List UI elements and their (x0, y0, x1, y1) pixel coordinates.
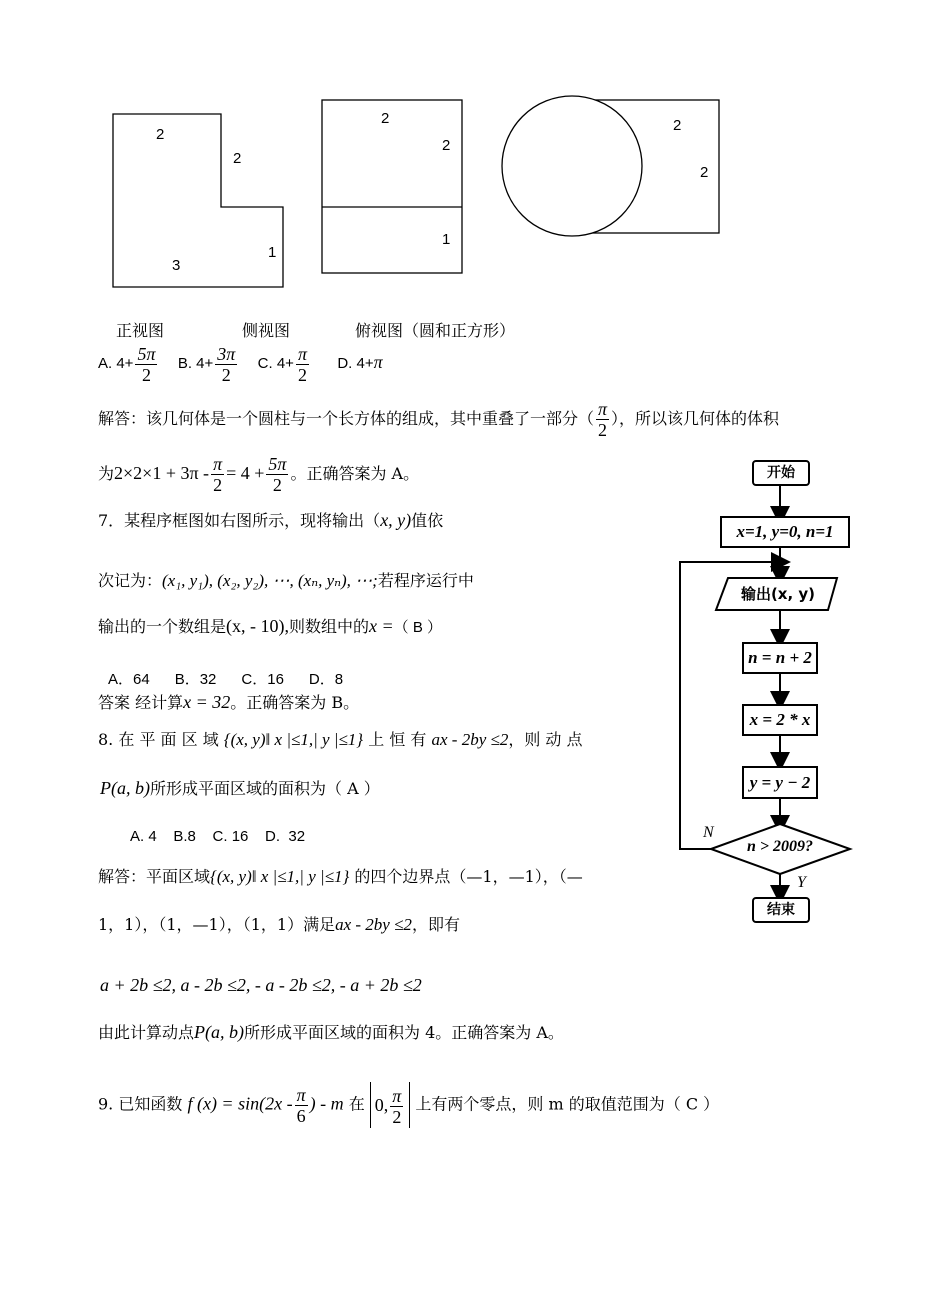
top-label-2: 2 (700, 164, 709, 181)
caption-side: 侧视图 (242, 321, 291, 340)
flowchart-step-y: y = y − 2 (742, 766, 818, 799)
top-label-1: 2 (673, 117, 682, 134)
caption-front: 正视图 (116, 321, 165, 340)
flowchart-output: 输出(x, y) (740, 585, 816, 603)
side-label-top: 2 (381, 110, 390, 127)
caption-top: 俯视图（圆和正方形） (355, 321, 516, 340)
flowchart-step-x: x = 2 * x (742, 704, 818, 736)
front-label-right: 2 (233, 150, 242, 167)
flowchart-no-label: N (703, 824, 714, 841)
q6-option-d: D. 4+π (337, 352, 383, 373)
q8-answer-line1: 解答：平面区域{(x, y)‖ x |≤1,| y |≤1} 的四个边界点（—1，—1），（— (98, 867, 583, 886)
flowchart-init: x=1, y=0, n=1 (720, 516, 850, 548)
q8-line2: P(a, b)所形成平面区域的面积为（ A ） (100, 778, 380, 798)
q7-line1: 7．某程序框图如右图所示，现将输出（x, y)值依 (98, 510, 444, 530)
q6-answer-line2: 为2×2×1 + 3π - $\frac{\pi}{2}$ = 4 + $\frac{5\pi}{2}$ 。正确答案为 A。 (98, 454, 420, 495)
q9-line: 9. 已知函数 f (x) = sin(2x - $\frac{\pi}{6}$ ) - m 在 0, $\frac{\pi}{2}$ 上有两个零点，则 m 的取值范围为（ C ） (98, 1082, 719, 1128)
q7-line3: 输出的一个数组是(x, - 10),则数组中的x =（ B ） (98, 616, 442, 636)
side-label-right: 2 (442, 137, 451, 154)
side-label-lower: 1 (442, 231, 451, 248)
q7-options: A．64 B．32 C．16 D．8 (108, 671, 344, 688)
front-label-top: 2 (156, 126, 165, 143)
q6-option-a: A. 4+ $\frac{5\pi}{2}$ (98, 344, 156, 385)
q8-answer-line4: 由此计算动点P(a, b)所形成平面区域的面积为 4。正确答案为 A。 (98, 1022, 564, 1042)
q8-answer-inequalities: a + 2b ≤2, a - 2b ≤2, - a - 2b ≤2, - a + 2b ≤2 (100, 975, 422, 995)
flowchart-yes-label: Y (797, 874, 806, 891)
q8-line1: 8. 在 平 面 区 域 {(x, y)‖ x |≤1,| y |≤1} 上 恒 有 ax - 2by ≤2，则 动 点 (98, 730, 583, 749)
q6-answer-line1: 解答：该几何体是一个圆柱与一个长方体的组成，其中重叠了一部分（ $\frac{\pi}{2}$ ），所以该几何体的体积 (98, 399, 780, 440)
q8-options: A. 4 B.8 C. 16 D. 32 (130, 828, 306, 845)
q8-answer-line2: 1，1），（1，—1），（1，1）满足ax - 2by ≤2，即有 (98, 915, 460, 934)
flowchart-condition: n > 2009? (746, 838, 813, 855)
q9-interval: 0, $\frac{\pi}{2}$ (370, 1082, 411, 1128)
q7-line2: 次记为：(x₁, y₁), (x₂, y₂), ⋯, (xₙ, yₙ), ⋯;若程序运行中 (98, 571, 474, 590)
q6-option-c: C. 4+ $\frac{\pi}{2}$ (257, 344, 307, 385)
flowchart-step-n: n = n + 2 (742, 642, 818, 674)
front-label-step: 1 (268, 244, 277, 261)
q7-answer: 答案 经计算x = 32。正确答案为 B。 (98, 692, 360, 712)
flowchart-end: 结束 (752, 897, 810, 923)
q6-option-b: B. 4+ $\frac{3\pi}{2}$ (177, 344, 236, 385)
front-label-bottom: 3 (172, 257, 181, 274)
flowchart-start: 开始 (752, 460, 810, 486)
